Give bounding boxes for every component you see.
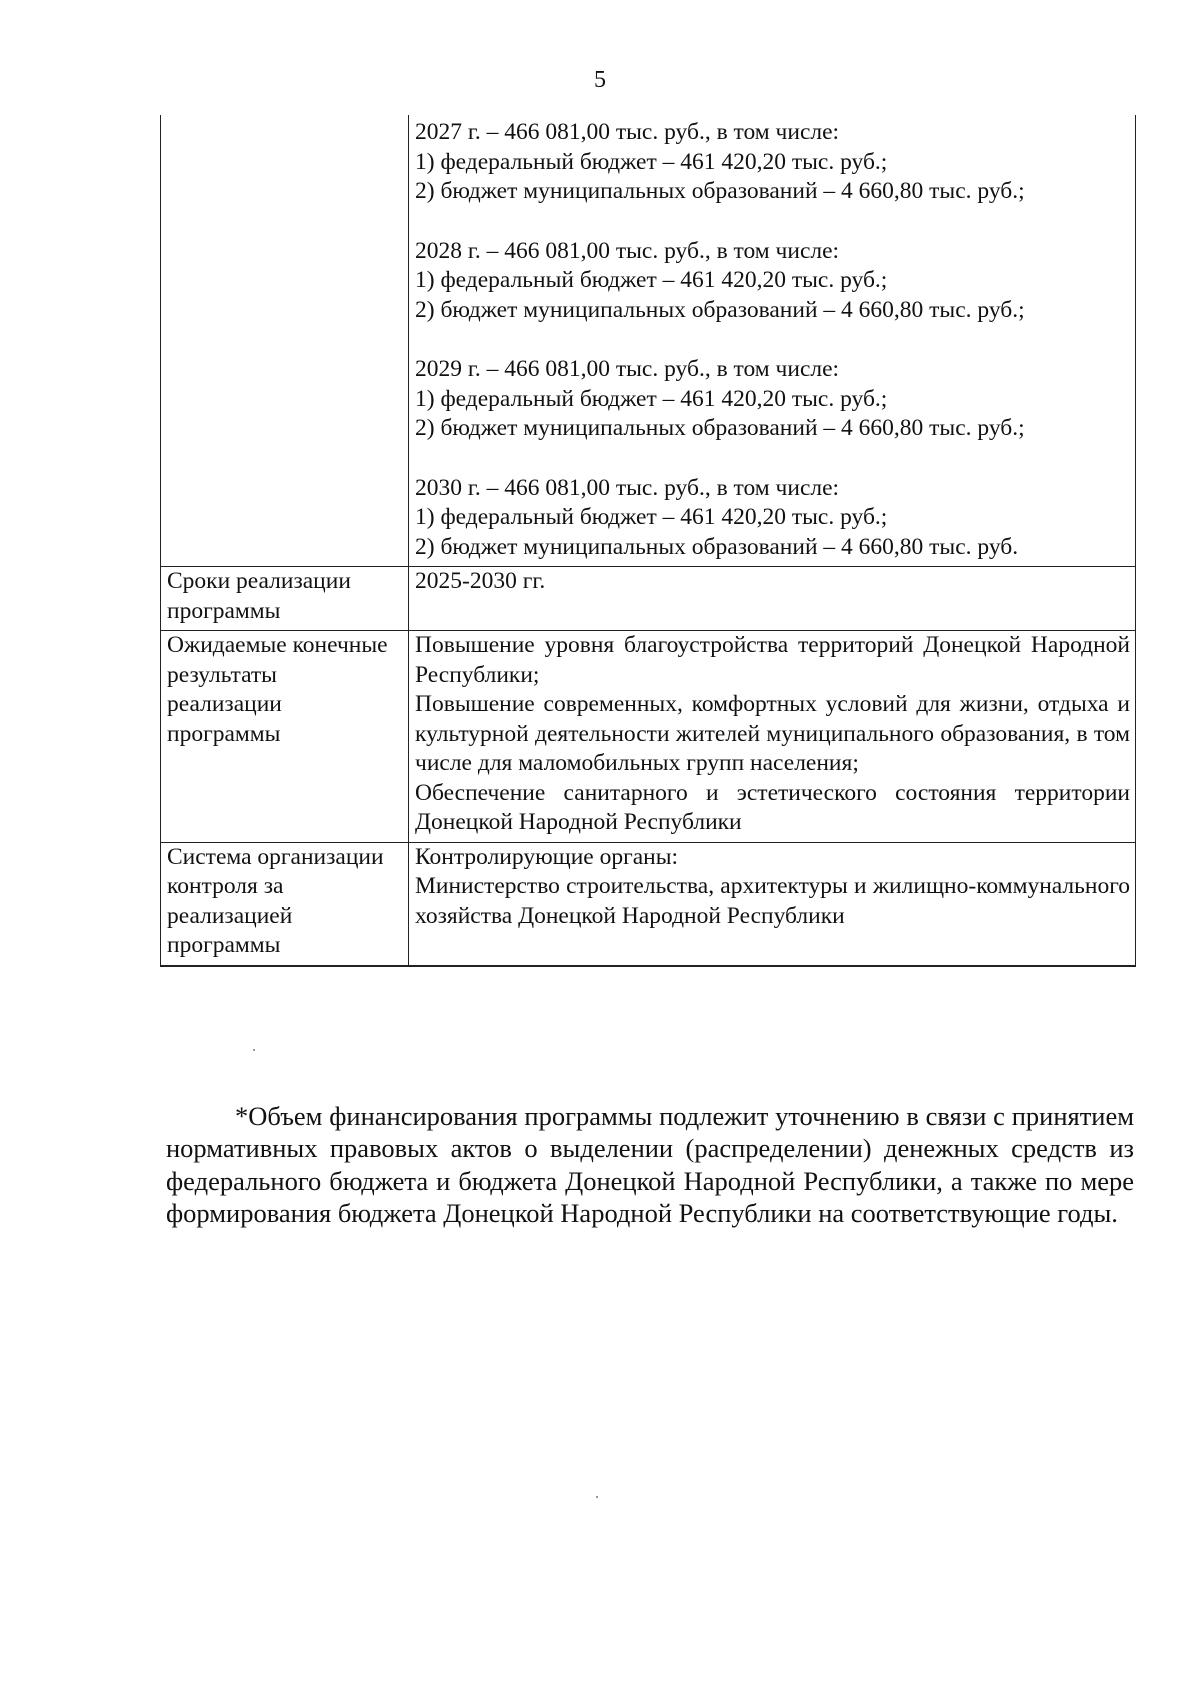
municipal-budget-line: 2) бюджет муниципальных образований – 4 660,80 тыс. руб.; <box>415 296 1025 323</box>
scan-speck <box>596 1496 598 1498</box>
year-heading: 2029 г. – 466 081,00 тыс. руб., в том числе: <box>415 356 840 382</box>
result-item: Обеспечение санитарного и эстетического состояния территории Донецкой Народной Республики <box>415 779 1130 835</box>
footnote: *Объем финансирования программы подлежит уточнению в связи с принятием нормативных правовых актов о выделении (распределении) денежных средств из федерального бюджета и бюджета Донецкой Народной Республики, а также по мере формирования бюджета Донецкой Народной Республики на соответствующие годы. <box>166 1100 1134 1228</box>
municipal-budget-line: 2) бюджет муниципальных образований – 4 660,80 тыс. руб. <box>415 533 1019 560</box>
financing-year-2027 <box>415 118 1130 207</box>
control-body: Министерство строительства, архитектуры и жилищно-коммунального хозяйства Донецкой Народной Республики <box>415 873 1130 929</box>
federal-budget-line: 1) федеральный бюджет – 461 420,20 тыс. руб.; <box>415 504 888 530</box>
control-heading: Контролирующие органы: <box>415 843 679 870</box>
financing-row <box>161 115 1136 567</box>
federal-budget-line: 1) федеральный бюджет – 461 420,20 тыс. руб.; <box>415 385 888 412</box>
results-label-cell <box>161 631 409 843</box>
municipal-budget-line: 2) бюджет муниципальных образований – 4 660,80 тыс. руб.; <box>415 415 1025 441</box>
year-heading: 2030 г. – 466 081,00 тыс. руб., в том числе: <box>415 474 840 501</box>
timeline-label: программы <box>167 597 281 624</box>
financing-year-2029 <box>415 355 1130 444</box>
financing-year-2030 <box>415 474 1130 563</box>
control-label: Система организации <box>167 843 384 870</box>
timeline-label: Сроки реализации <box>167 568 351 594</box>
result-item: Повышение уровня благоустройства территорий Донецкой Народной Республики; <box>415 632 1130 688</box>
scan-speck <box>253 1049 255 1051</box>
result-item: Повышение современных, комфортных условий для жизни, отдыха и культурной деятельности жителей муниципального образования, в том числе для маломобильных групп населения; <box>415 691 1130 776</box>
control-label: реализацией <box>167 902 293 929</box>
results-label: Ожидаемые конечные <box>167 632 388 658</box>
results-label: программы <box>167 720 281 747</box>
control-value-cell <box>409 842 1136 966</box>
year-heading: 2027 г. – 466 081,00 тыс. руб., в том числе: <box>415 119 840 145</box>
results-label: реализации <box>167 691 282 717</box>
program-passport-table <box>160 115 1136 967</box>
municipal-budget-line: 2) бюджет муниципальных образований – 4 660,80 тыс. руб.; <box>415 178 1025 204</box>
control-label-cell <box>161 842 409 966</box>
financing-value-cell <box>409 115 1136 567</box>
results-row <box>161 631 1136 843</box>
federal-budget-line: 1) федеральный бюджет – 461 420,20 тыс. руб.; <box>415 148 888 175</box>
year-heading: 2028 г. – 466 081,00 тыс. руб., в том числе: <box>415 237 840 264</box>
results-value-cell <box>409 631 1136 843</box>
timeline-value-cell <box>409 567 1136 631</box>
timeline-label-cell <box>161 567 409 631</box>
financing-label-cell <box>161 115 409 567</box>
timeline-row <box>161 567 1136 631</box>
federal-budget-line: 1) федеральный бюджет – 461 420,20 тыс. руб.; <box>415 267 888 293</box>
control-row <box>161 842 1136 966</box>
results-label: результаты <box>167 661 277 688</box>
page-number: 5 <box>594 67 606 93</box>
control-label: контроля за <box>167 873 284 899</box>
timeline-value: 2025-2030 гг. <box>415 568 546 594</box>
control-label: программы <box>167 932 281 958</box>
financing-year-2028 <box>415 237 1130 326</box>
